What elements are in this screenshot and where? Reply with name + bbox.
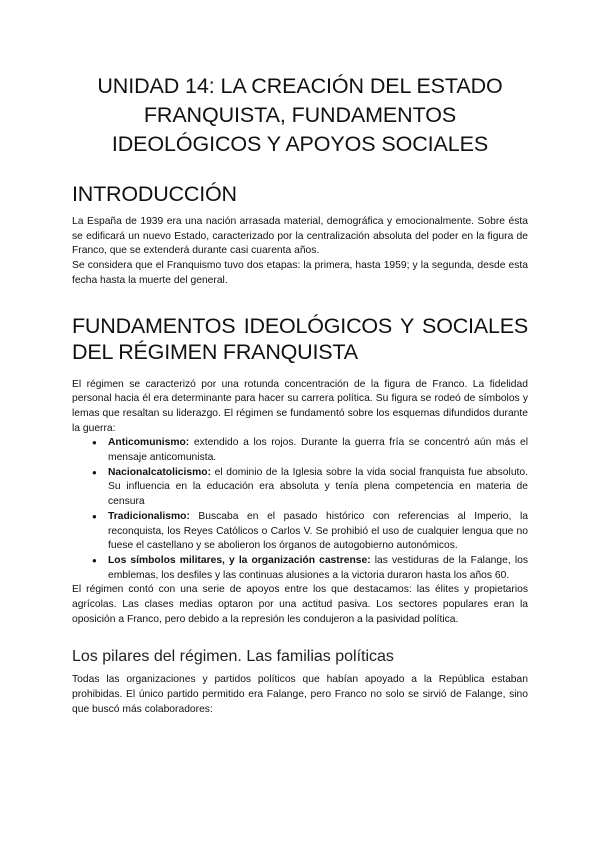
bullet-text: las vestiduras de la Falange, los emblemas, los desfiles y las continuas alusiones a la victoria duraron hasta los años 60. <box>108 554 528 581</box>
bullet-term: Los símbolos militares, y la organización castrense: <box>108 554 371 566</box>
document-title <box>72 72 528 159</box>
bullet-term: Tradicionalismo: <box>108 510 190 522</box>
title-line-1: UNIDAD 14: LA CREACIÓN DEL ESTADO <box>97 74 503 98</box>
bullet-text: extendido a los rojos. Durante la guerra fría se concentró aún más el mensaje anticomunista. <box>108 437 528 464</box>
bullet-nacionalcatolicismo <box>92 466 528 510</box>
bullet-dot-icon: ● <box>92 467 97 477</box>
fundamentos-heading-line-2: DEL RÉGIMEN FRANQUISTA <box>72 339 358 364</box>
bullet-term: Nacionalcatolicismo: <box>108 466 211 478</box>
bullet-tradicionalismo <box>92 510 528 554</box>
intro-heading: INTRODUCCIÓN <box>72 182 237 206</box>
pilares-paragraph: Todas las organizaciones y partidos políticos que habían apoyado a la República estaban prohibidas. El único partido permitido era Falange, pero Franco no solo se sirvió de Falange, sino que buscó más colaboradores: <box>72 674 528 715</box>
fundamentos-heading <box>72 313 528 365</box>
intro-paragraph-1: La España de 1939 era una nación arrasada material, demográfica y emocionalmente. Sobre ésta se edificará un nuevo Estado, caracterizado por la centralización absoluta del poder en la figura de Franco, que se extenderá durante casi cuarenta años. <box>72 216 528 257</box>
title-line-3: IDEOLÓGICOS Y APOYOS SOCIALES <box>111 132 489 156</box>
intro-section <box>72 215 528 289</box>
intro-paragraph-2: Se considera que el Franquismo tuvo dos etapas: la primera, hasta 1959; y la segunda, desde esta fecha hasta la muerte del general. <box>72 260 528 286</box>
bullet-term: Anticomunismo: <box>108 437 190 449</box>
bullet-text: Buscaba en el pasado histórico con referencias al Imperio, la reconquista, los Reyes Católicos o Carlos V. Se prohibió el uso de cualquier lengua que no fuese el castellano y se abolieron los órganos de autogobierno autonómicos. <box>108 510 528 552</box>
bullet-text: el dominio de la Iglesia sobre la vida social franquista fue absoluto. Su influencia en la educación era absoluta y tenía plena competencia en materia de censura <box>108 466 528 508</box>
fundamentos-heading-line-1: FUNDAMENTOS IDEOLÓGICOS Y SOCIALES <box>72 313 528 338</box>
fundamentos-bullet-list <box>72 436 528 583</box>
title-line-2: FRANQUISTA, FUNDAMENTOS <box>143 103 457 127</box>
bullet-dot-icon: ● <box>92 438 97 448</box>
pilares-heading: Los pilares del régimen. Las familias políticas <box>72 648 394 666</box>
bullet-anticomunismo <box>92 436 528 465</box>
bullet-dot-icon: ● <box>92 555 97 565</box>
bullet-dot-icon: ● <box>92 511 97 521</box>
fundamentos-section <box>72 378 528 628</box>
fundamentos-intro-paragraph: El régimen se caracterizó por una rotunda concentración de la figura de Franco. La fidelidad personal hacia él era determinante para hacer su carrera política. Su figura se rodeó de símbolos y lemas que resaltan su liderazgo. El régimen se fundamentó sobre los esquemas difundidos durante la guerra: <box>72 378 528 434</box>
bullet-simbolos-militares <box>92 554 528 583</box>
fundamentos-closing-paragraph: El régimen contó con una serie de apoyos entre los que destacamos: las élites y propietarios agrícolas. Las clases medias optaron por una actitud pasiva. Los sectores populares eran la oposición a Franco, pero debido a la represión les condujeron a la pasividad política. <box>72 584 528 625</box>
